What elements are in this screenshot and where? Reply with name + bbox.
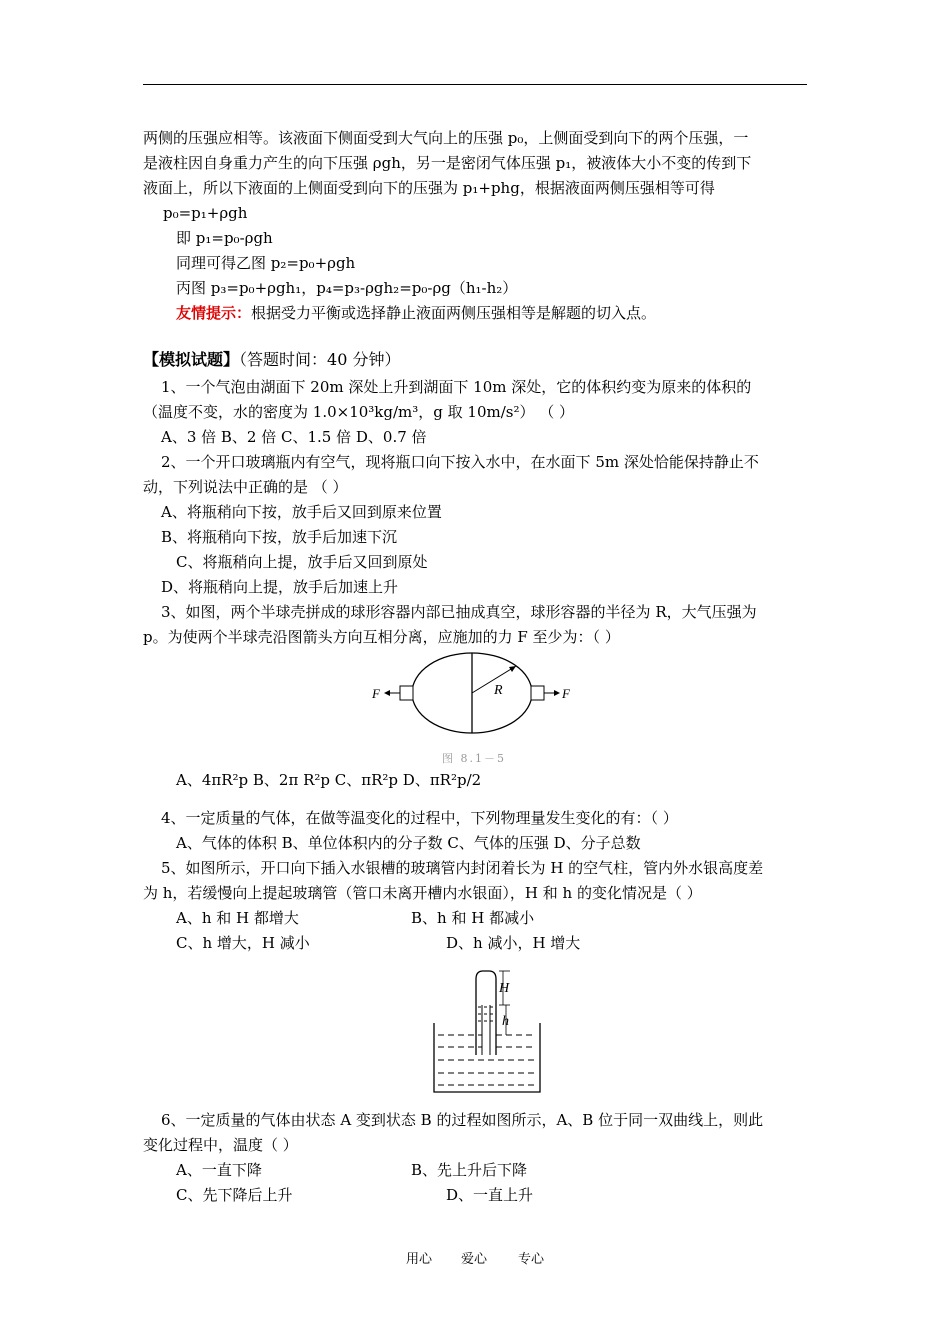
tip — [176, 303, 656, 323]
q5-option-a: A、h 和 H 都增大 — [176, 909, 299, 927]
equation-2: 即 p₁=p₀-ρgh — [176, 229, 273, 247]
footer-word-2: 爱心 — [461, 1252, 488, 1267]
right-handle — [531, 686, 544, 700]
footer-word-3: 专心 — [518, 1252, 545, 1267]
q5-option-d: D、h 减小，H 增大 — [446, 934, 581, 952]
q2-option-d: D、将瓶稍向上提，放手后加速上升 — [161, 578, 399, 596]
intro-line-1: 两侧的压强应相等。该液面下侧面受到大气向上的压强 p₀，上侧面受到向下的两个压强，一 — [143, 129, 749, 147]
intro-line-3: 液面上，所以下液面的上侧面受到向下的压强为 p₁+phg，根据液面两侧压强相等可得 — [143, 179, 715, 197]
right-force-label: F — [562, 686, 570, 701]
q5-line-1: 5、如图所示，开口向下插入水银槽的玻璃管内封闭着长为 H 的空气柱，管内外水银高度差 — [161, 859, 764, 877]
equation-4: 丙图 p₃=p₀+ρgh₁，p₄=p₃-ρgh₂=p₀-ρg（h₁-h₂） — [176, 279, 518, 297]
q3-options: A、4πR²p B、2π R²p C、πR²p D、πR²p/2 — [176, 771, 482, 789]
q6-line-2: 变化过程中，温度（ ） — [143, 1136, 298, 1154]
q2-option-c: C、将瓶稍向上提，放手后又回到原处 — [176, 553, 428, 571]
radius-arrowhead — [509, 666, 516, 672]
q2-option-a: A、将瓶稍向下按，放手后又回到原来位置 — [161, 503, 442, 521]
left-force-label: F — [372, 686, 380, 701]
section-heading — [143, 350, 400, 370]
section-time: （答题时间：40 分钟） — [239, 350, 401, 369]
tube-mercury — [478, 1007, 494, 1021]
q1-line-1: 1、一个气泡由湖面下 20m 深处上升到湖面下 10m 深处，它的体积约变为原来的体积的 — [161, 378, 752, 396]
tip-text: 根据受力平衡或选择静止液面两侧压强相等是解题的切入点。 — [251, 304, 657, 322]
trough-outline — [434, 1023, 540, 1092]
figure-caption: 图 8.1－5 — [442, 752, 506, 765]
radius-label: R — [494, 683, 503, 698]
q4-line-1: 4、一定质量的气体，在做等温变化的过程中，下列物理量发生变化的有：（ ） — [161, 809, 678, 827]
header-rule — [143, 84, 807, 85]
q4-options: A、气体的体积 B、单位体积内的分子数 C、气体的压强 D、分子总数 — [176, 834, 641, 852]
q6-option-d: D、一直上升 — [446, 1186, 534, 1204]
q6-line-1: 6、一定质量的气体由状态 A 变到状态 B 的过程如图所示，A、B 位于同一双曲线上，则此 — [161, 1111, 764, 1129]
h-label: h — [502, 1014, 509, 1029]
q2-line-1: 2、一个开口玻璃瓶内有空气，现将瓶口向下按入水中，在水面下 5m 深处恰能保持静止不 — [161, 453, 759, 471]
equation-3: 同理可得乙图 p₂=p₀+ρgh — [176, 254, 356, 272]
q1-options: A、3 倍 B、2 倍 C、1.5 倍 D、0.7 倍 — [161, 428, 427, 446]
intro-line-2: 是液柱因自身重力产生的向下压强 ρgh，另一是密闭气体压强 p₁，被液体大小不变的传到下 — [143, 154, 752, 172]
left-force-arrowhead — [384, 690, 390, 696]
q5-option-c: C、h 增大，H 减小 — [176, 934, 310, 952]
glass-tube — [476, 971, 496, 1055]
right-force-arrowhead — [554, 690, 560, 696]
mercury-tube-diagram — [430, 965, 545, 1095]
tip-label: 友情提示： — [176, 304, 252, 322]
q2-line-2: 动，下列说法中正确的是 （ ） — [143, 478, 348, 496]
sphere-diagram — [370, 650, 585, 765]
equation-1: p₀=p₁+ρgh — [163, 204, 248, 222]
trough-mercury — [438, 1035, 536, 1085]
left-handle — [400, 686, 413, 700]
q2-option-b: B、将瓶稍向下按，放手后加速下沉 — [161, 528, 398, 546]
q5-option-b: B、h 和 H 都减小 — [411, 909, 535, 927]
footer-word-1: 用心 — [406, 1252, 433, 1267]
section-title: 【模拟试题】 — [143, 350, 240, 369]
q1-line-2: （温度不变，水的密度为 1.0×10³kg/m³，g 取 10m/s²） （ ） — [143, 403, 575, 421]
q6-option-c: C、先下降后上升 — [176, 1186, 293, 1204]
q3-line-1: 3、如图，两个半球壳拼成的球形容器内部已抽成真空，球形容器的半径为 R，大气压强为 — [161, 603, 757, 621]
H-label: H — [499, 981, 510, 996]
q5-line-2: 为 h，若缓慢向上提起玻璃管（管口未离开槽内水银面），H 和 h 的变化情况是（ ） — [143, 884, 702, 902]
q6-option-a: A、一直下降 — [176, 1161, 262, 1179]
q6-option-b: B、先上升后下降 — [411, 1161, 528, 1179]
q3-line-2: p。为使两个半球壳沿图箭头方向互相分离，应施加的力 F 至少为：（ ） — [143, 628, 620, 646]
